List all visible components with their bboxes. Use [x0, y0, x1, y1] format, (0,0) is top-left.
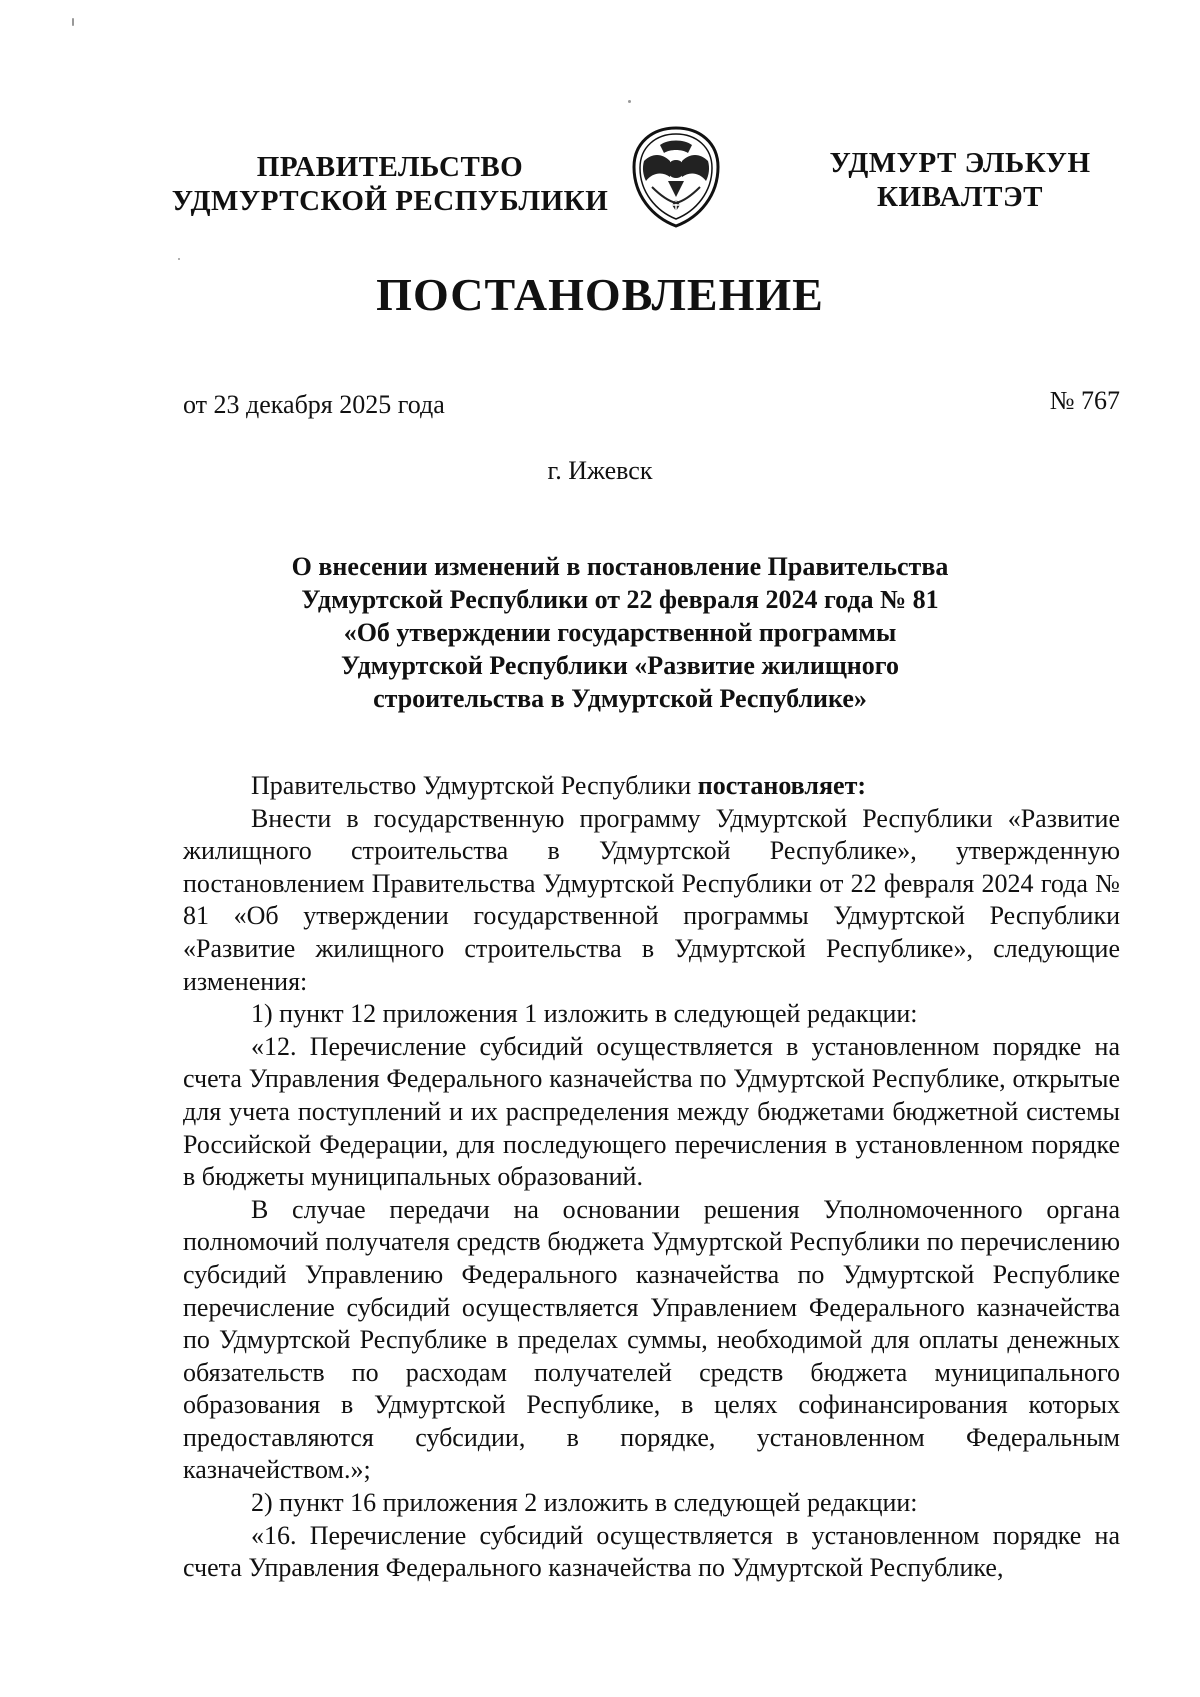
- subject-line: О внесении изменений в постановление Правительства: [291, 552, 949, 581]
- government-name-udmurt-line1: УДМУРТ ЭЛЬКУН: [829, 147, 1091, 179]
- udmurt-coat-of-arms-icon: [630, 125, 722, 229]
- document-body: [183, 770, 1120, 1585]
- intro-paragraph: [183, 770, 1120, 803]
- government-name-line2: УДМУРТСКОЙ РЕСПУБЛИКИ: [171, 185, 609, 217]
- scan-speck: [72, 18, 74, 26]
- document-date: от 23 декабря 2025 года: [183, 390, 445, 419]
- document-subject: [250, 550, 990, 715]
- body-paragraph: Внести в государственную программу Удмуртской Республики «Развитие жилищного строительства в Удмуртской Республике», утвержденную постановлением Правительства Удмуртской Республики от 22 февраля 2024 года № 81 «Об утверждении государственной программы Удмуртской Республики «Развитие жилищного строительства в Удмуртской Республике», следующие изменения:: [183, 803, 1120, 996]
- body-paragraph: 1) пункт 12 приложения 1 изложить в следующей редакции:: [251, 999, 918, 1029]
- government-name-russian: [170, 150, 610, 218]
- document-title: ПОСТАНОВЛЕНИЕ: [376, 269, 824, 320]
- intro-bold-verb: постановляет:: [697, 771, 866, 800]
- government-name-line1: ПРАВИТЕЛЬСТВО: [256, 151, 524, 183]
- body-paragraph: «12. Перечисление субсидий осуществляется в установленном порядке на счета Управления Федерального казначейства по Удмуртской Республике, открытые для учета поступлений и их распределения между бюджетами бюджетной системы Российской Федерации, для последующего перечисления в установленном порядке в бюджеты муниципальных образований.: [183, 1031, 1120, 1192]
- government-name-udmurt: [810, 146, 1110, 214]
- body-paragraph: 2) пункт 16 приложения 2 изложить в следующей редакции:: [251, 1488, 918, 1518]
- subject-line: «Об утверждении государственной программы: [343, 618, 897, 647]
- body-paragraph: В случае передачи на основании решения Уполномоченного органа полномочий получателя средств бюджета Удмуртской Республики по перечислению субсидий Управлению Федерального казначейства по Удмуртской Республике перечисление субсидий осуществляется Управлением Федерального казначейства по Удмуртской Республике в пределах суммы, необходимой для оплаты денежных обязательств по расходам получателей средств бюджета муниципального образования в Удмуртской Республике, в целях софинансирования которых предоставляются субсидии, в порядке, установленном Федеральным казначейством.»;: [183, 1194, 1120, 1485]
- government-name-udmurt-line2: КИВАЛТЭТ: [876, 181, 1043, 213]
- intro-text: Правительство Удмуртской Республики: [251, 771, 698, 800]
- scan-speck: [628, 100, 631, 103]
- subject-line: Удмуртской Республики от 22 февраля 2024 года № 81: [301, 585, 939, 614]
- subject-line: строительства в Удмуртской Республике»: [373, 684, 867, 713]
- subject-line: Удмуртской Республики «Развитие жилищного: [341, 651, 899, 680]
- document-number: № 767: [1049, 386, 1120, 415]
- document-city: г. Ижевск: [547, 456, 653, 485]
- body-paragraph: «16. Перечисление субсидий осуществляется в установленном порядке на счета Управления Федерального казначейства по Удмуртской Республике,: [183, 1520, 1120, 1583]
- scan-speck: [178, 258, 180, 260]
